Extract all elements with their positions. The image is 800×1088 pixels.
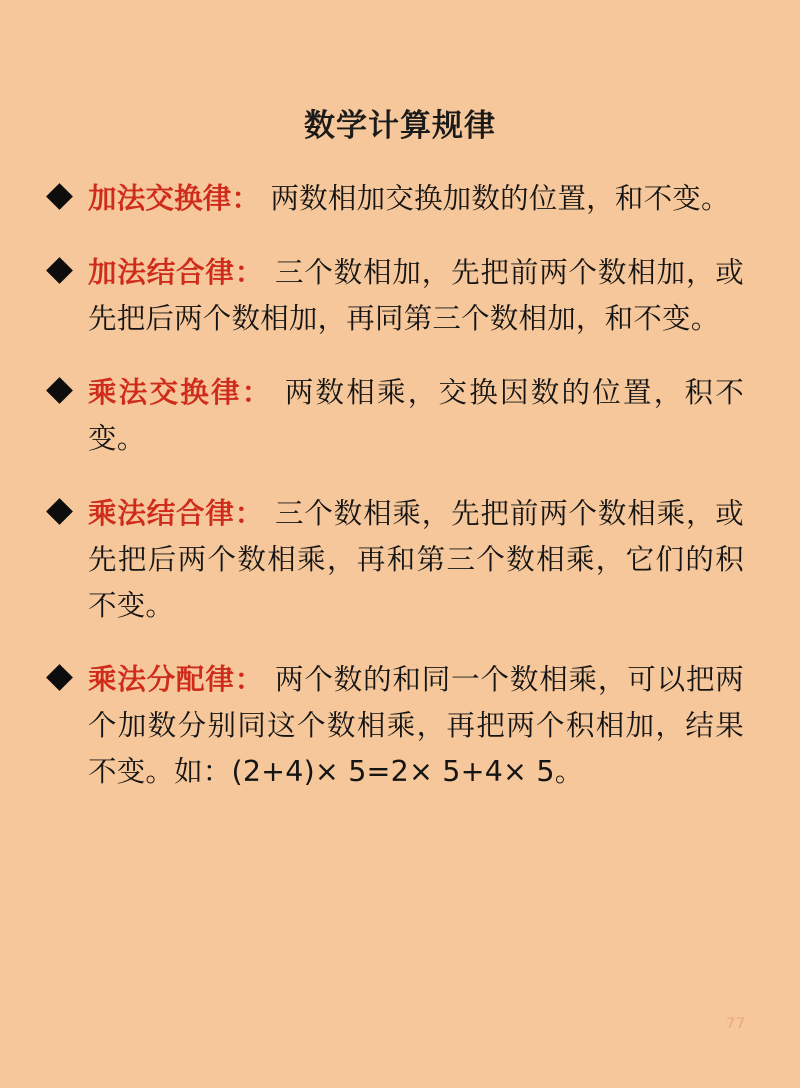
rule-name: 乘法结合律： (88, 496, 265, 530)
rule-name: 乘法交换律： (88, 376, 273, 410)
list-item (44, 491, 744, 629)
diamond-bullet-icon (46, 664, 73, 691)
list-item (44, 250, 744, 342)
diamond-bullet-icon (46, 377, 73, 404)
document-page (0, 21, 800, 1088)
page-number: 77 (726, 1015, 746, 1032)
diamond-bullet-icon (46, 498, 73, 525)
rule-text: 三个数相加，先把前两个数相加，或先把后两个数相加，再同第三个数相加，和不变。 (88, 255, 745, 336)
rule-text: 两个数的和同一个数相乘，可以把两个加数分别同这个数相乘，再把两个积相加，结果不变。如：(2+4)× 5=2× 5+4× 5。 (88, 663, 745, 789)
rule-name: 加法结合律： (88, 255, 265, 289)
rule-name: 加法交换律： (88, 181, 261, 215)
list-item (44, 176, 744, 222)
rule-text: 三个数相乘，先把前两个数相乘，或先把后两个数相乘，再和第三个数相乘，它们的积不变。 (88, 496, 745, 622)
rule-list (0, 176, 800, 796)
rule-name: 乘法分配律： (88, 663, 265, 697)
list-item (44, 370, 744, 462)
rule-text: 两数相乘，交换因数的位置，积不变。 (88, 376, 744, 456)
page-title: 数学计算规律 (304, 107, 496, 144)
list-item (44, 657, 744, 795)
rule-text: 两数相加交换加数的位置，和不变。 (270, 181, 730, 215)
diamond-bullet-icon (46, 183, 73, 210)
diamond-bullet-icon (46, 257, 73, 284)
